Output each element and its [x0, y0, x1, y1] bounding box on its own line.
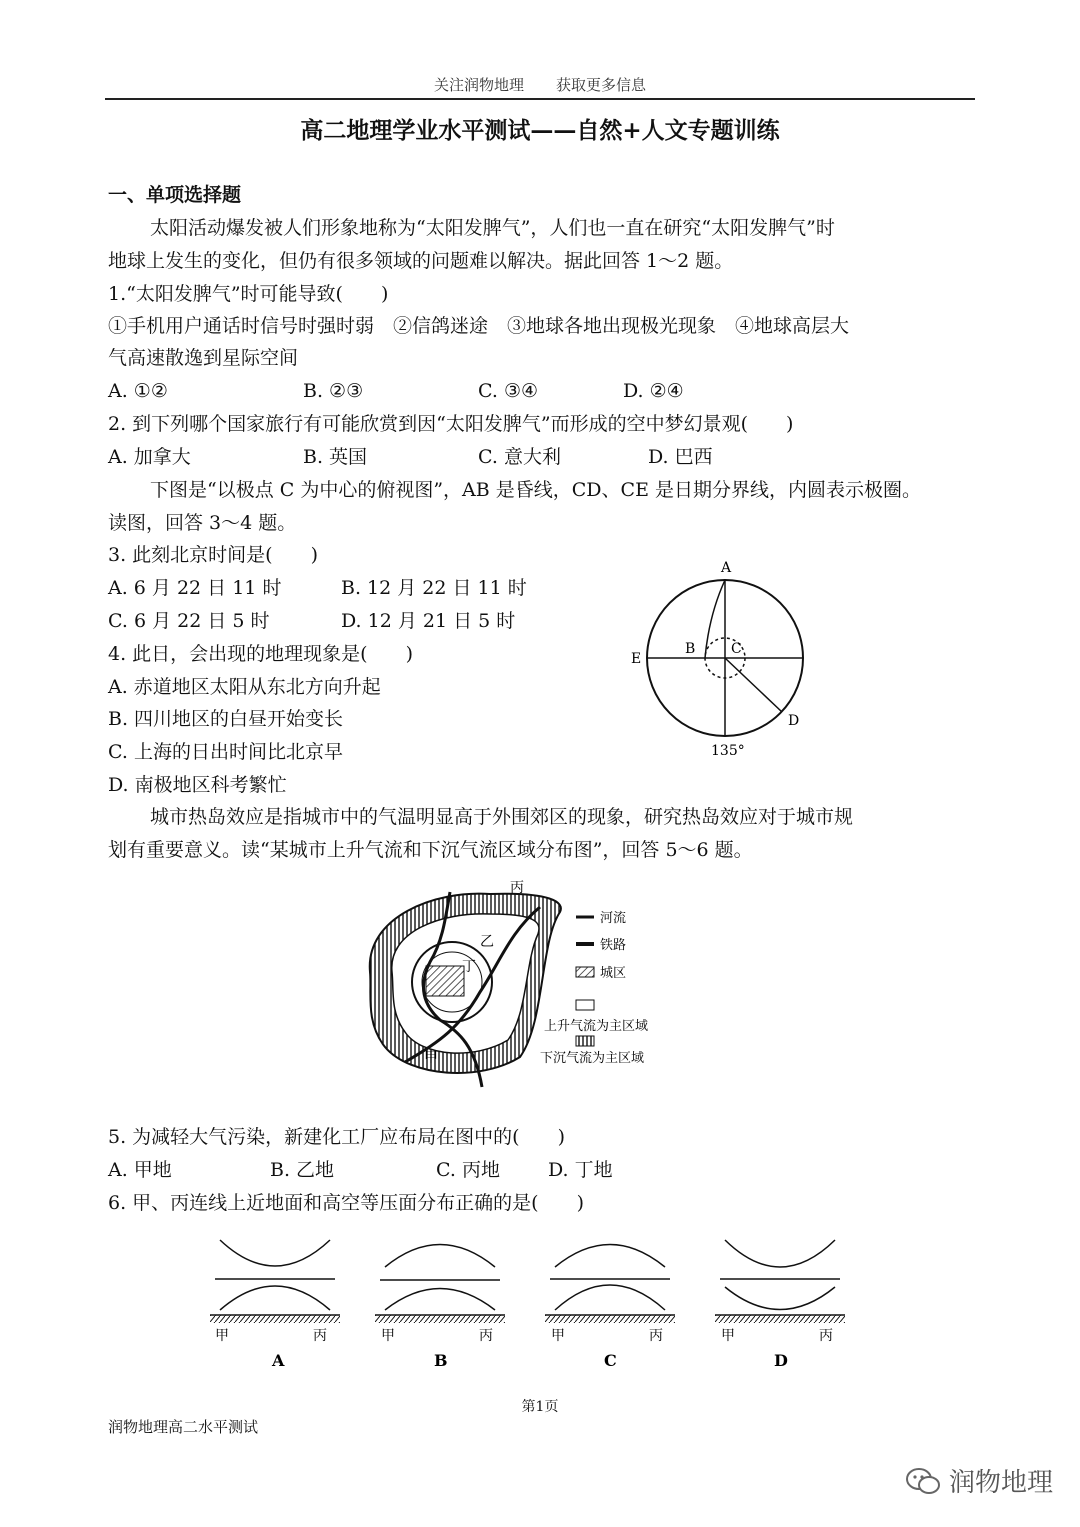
- q5-option-b: B. 乙地: [270, 1159, 335, 1181]
- passage2-line2: 读图，回答 3～4 题。: [108, 512, 297, 534]
- watermark-text: 润物地理: [949, 1468, 1054, 1498]
- panel-a-left: 甲: [215, 1328, 229, 1344]
- q1-stem: 1.“太阳发脾气”时可能导致( ): [108, 283, 389, 305]
- legend-city: 城区: [600, 966, 627, 981]
- panel-d-right: 丙: [819, 1328, 833, 1344]
- heat-island-map: [350, 872, 680, 1090]
- label-e: E: [631, 651, 642, 667]
- q1-option-b: B. ②③: [303, 380, 364, 402]
- isobar-panels: [205, 1232, 865, 1377]
- q1-option-c: C. ③④: [478, 380, 539, 402]
- cd-line: [725, 658, 782, 712]
- header-left: 关注润物地理: [433, 76, 524, 94]
- q4-option-b: B. 四川地区的白昼开始变长: [108, 708, 344, 730]
- panel-a-right: 丙: [313, 1328, 327, 1344]
- q3-option-a: A. 6 月 22 日 11 时: [108, 577, 282, 599]
- label-a: A: [721, 560, 732, 576]
- panel-b-right: 丙: [479, 1328, 493, 1344]
- panel-d-left: 甲: [721, 1328, 735, 1344]
- legend-rail: 铁路: [600, 938, 627, 953]
- label-d: D: [788, 713, 800, 729]
- q3-option-d: D. 12 月 21 日 5 时: [341, 610, 516, 632]
- q1-items-line2: 气高速散逸到星际空间: [108, 347, 299, 369]
- section-heading: 一、单项选择题: [108, 184, 242, 206]
- passage1-line2: 地球上发生的变化，但仍有很多领域的问题难以解决。据此回答 1～2 题。: [108, 250, 734, 272]
- header-rule: [105, 98, 975, 100]
- q5-stem: 5. 为减轻大气污染，新建化工厂应布局在图中的( ): [108, 1126, 565, 1148]
- q1-items-line1: ①手机用户通话时信号时强时弱 ②信鸽迷途 ③地球各地出现极光现象 ④地球高层大: [108, 315, 850, 337]
- legend-rising-symbol: [576, 1000, 594, 1010]
- passage2-line1: 下图是“以极点 C 为中心的俯视图”，AB 是昏线，CD、CE 是日期分界线，内圆表示极圈。: [150, 479, 921, 501]
- polar-view-figure: [625, 555, 825, 760]
- passage3-line2: 划有重要意义。读“某城市上升气流和下沉气流区域分布图”，回答 5～6 题。: [108, 839, 753, 861]
- page-number: 第1页: [521, 1399, 559, 1415]
- panel-c-right: 丙: [649, 1328, 663, 1344]
- footer-text: 润物地理高二水平测试: [108, 1418, 259, 1436]
- legend-rising: 上升气流为主区域: [544, 1019, 649, 1034]
- panel-d: [715, 1240, 845, 1370]
- q5-option-c: C. 丙地: [436, 1159, 500, 1181]
- legend-sinking-symbol: [576, 1036, 594, 1046]
- passage1-line1: 太阳活动爆发被人们形象地称为“太阳发脾气”，人们也一直在研究“太阳发脾气”时: [150, 217, 835, 239]
- panel-a-label: A: [272, 1351, 285, 1370]
- label-b: B: [685, 641, 696, 657]
- q1-option-d: D. ②④: [623, 380, 684, 402]
- panel-c-left: 甲: [551, 1328, 565, 1344]
- place-bing: 丙: [510, 880, 524, 896]
- wechat-icon: [905, 1466, 941, 1496]
- q2-option-b: B. 英国: [303, 446, 368, 468]
- q5-option-a: A. 甲地: [108, 1159, 172, 1181]
- q2-option-d: D. 巴西: [648, 446, 713, 468]
- label-135: 135°: [711, 743, 745, 759]
- panel-b: [375, 1245, 505, 1371]
- q4-option-a: A. 赤道地区太阳从东北方向升起: [108, 676, 381, 698]
- q2-option-c: C. 意大利: [478, 446, 561, 468]
- header-right: 获取更多信息: [556, 76, 647, 94]
- q3-option-b: B. 12 月 22 日 11 时: [341, 577, 527, 599]
- panel-b-left: 甲: [381, 1328, 395, 1344]
- panel-c-label: C: [604, 1351, 617, 1370]
- q4-stem: 4. 此日，会出现的地理现象是( ): [108, 643, 413, 665]
- q4-option-c: C. 上海的日出时间比北京早: [108, 741, 343, 763]
- place-ding: 丁: [462, 959, 476, 975]
- label-c: C: [731, 641, 742, 657]
- q2-stem: 2. 到下列哪个国家旅行有可能欣赏到因“太阳发脾气”而形成的空中梦幻景观( ): [108, 413, 794, 435]
- passage3-line1: 城市热岛效应是指城市中的气温明显高于外围郊区的现象，研究热岛效应对于城市规: [150, 806, 854, 828]
- q3-stem: 3. 此刻北京时间是( ): [108, 544, 318, 566]
- panel-d-label: D: [774, 1351, 788, 1370]
- page-title: 高二地理学业水平测试——自然+人文专题训练: [300, 117, 780, 144]
- panel-c: [545, 1245, 675, 1371]
- q1-option-a: A. ①②: [108, 380, 168, 402]
- q2-option-a: A. 加拿大: [108, 446, 191, 468]
- place-yi: 乙: [480, 934, 494, 950]
- panel-a: [210, 1240, 340, 1370]
- watermark: [905, 1462, 1053, 1499]
- city-area: [426, 966, 464, 996]
- panel-b-label: B: [434, 1351, 448, 1370]
- page-header: [0, 74, 1080, 95]
- legend-sinking: 下沉气流为主区域: [540, 1051, 645, 1066]
- q5-option-d: D. 丁地: [548, 1159, 613, 1181]
- legend-city-symbol: [576, 967, 594, 977]
- q4-option-d: D. 南极地区科考繁忙: [108, 774, 287, 796]
- place-jia: 甲: [424, 1050, 438, 1066]
- q3-option-c: C. 6 月 22 日 5 时: [108, 610, 270, 632]
- q6-stem: 6. 甲、丙连线上近地面和高空等压面分布正确的是( ): [108, 1192, 584, 1214]
- legend-river: 河流: [600, 911, 627, 926]
